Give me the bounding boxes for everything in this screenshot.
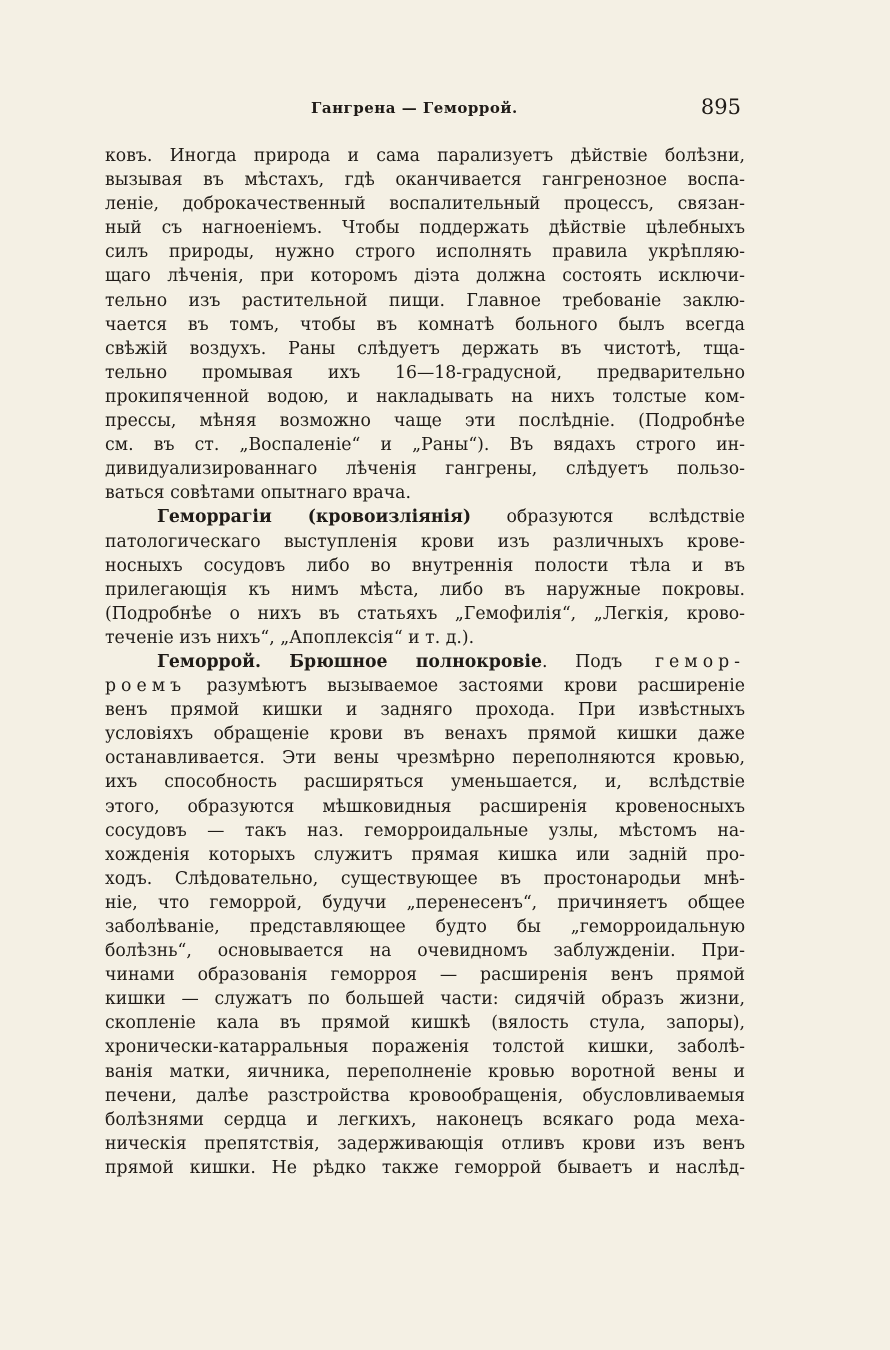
text-span: образуются вслѣдствіе [471,507,746,528]
text-line: щаго лѣченія, при которомъ діэта должна состоять исключи- [105,266,745,287]
text-line [105,674,745,698]
text-line: этого, образуются мѣшковидныя расширенія кровеносныхъ [105,796,745,817]
text-line: условіяхъ обращеніе крови въ венахъ прямой кишки даже [105,724,745,745]
text-line: (Подробнѣе о нихъ въ статьяхъ „Гемофилія“, „Легкія, крово- [105,603,745,624]
paragraph-hemorrhoids [105,650,745,1180]
text-line: прокипяченной водою, и накладывать на нихъ толстые ком- [105,386,745,407]
text-line: прессы, мѣняя возможно чаще эти послѣдніе. (Подробнѣе [105,411,745,432]
text-line: болѣзнями сердца и легкихъ, наконецъ всякаго рода меха- [105,1109,745,1130]
text-line: ихъ способность расширяться уменьшается, и, вслѣдствіе [105,772,745,793]
paragraph-gangrene-continued [105,144,745,505]
text-line: сосудовъ — такъ наз. геморроидальные узлы, мѣстомъ на- [105,820,745,841]
text-span: . Подъ [541,651,623,672]
text-line: хронически-катарральныя пораженія толстой кишки, заболѣ- [105,1037,745,1058]
text-line: скопленіе кала въ прямой кишкѣ (вялость стула, запоры), [105,1013,745,1034]
text-line: тельно изъ растительной пищи. Главное требованіе заклю- [105,290,745,311]
text-line: силъ природы, нужно строго исполнять правила укрѣпляю- [105,242,745,263]
text-line: ный съ нагноеніемъ. Чтобы поддержать дѣйствіе цѣлебныхъ [105,218,745,239]
text-line: носныхъ сосудовъ либо во внутреннія полости тѣла и въ [105,555,745,576]
running-head: Гангрена — Геморрой. [311,99,518,117]
text-line: леніе, доброкачественный воспалительный процессъ, связан- [105,194,745,215]
text-line: ническія препятствія, задерживающія отливъ крови изъ венъ [105,1133,745,1154]
entry-term-hemorrhages: Геморрагіи (кровоизліянія) [157,507,472,528]
text-line: кишки — служатъ по большей части: сидячій образъ жизни, [105,989,745,1010]
paragraph-hemorrhages [105,505,745,650]
text-line: болѣзнь“, основывается на очевидномъ заблужденіи. При- [105,941,745,962]
text-line [105,650,745,674]
text-line: ковъ. Иногда природа и сама парализуетъ дѣйствіе болѣзни, [105,146,745,166]
text-line: патологическаго выступленія крови изъ различныхъ крове- [105,531,745,552]
body-text [105,144,745,1180]
text-line: см. въ ст. „Воспаленіе“ и „Раны“). Въ вядахъ строго ин- [105,435,745,456]
page-number: 895 [700,95,741,119]
text-line: тельно промывая ихъ 16—18-градусной, предварительно [105,362,745,383]
text-line: ніе, что геморрой, будучи „перенесенъ“, причиняетъ общее [105,892,745,913]
text-span: разумѣютъ вызываемое застоями крови расширеніе [186,676,745,697]
spaced-text: гемор- [622,651,745,672]
text-line: ваться совѣтами опытнаго врача. [105,483,411,504]
text-line: печени, далѣе разстройства кровообращенія, обусловливаемыя [105,1085,745,1106]
text-line: ванія матки, яичника, переполненіе кровью воротной вены и [105,1061,745,1082]
text-line: ходъ. Слѣдовательно, существующее въ простонародьи мнѣ- [105,868,745,889]
text-line: чинами образованія геморроя — расширенія венъ прямой [105,965,745,986]
text-line [105,505,745,529]
text-line: вызывая въ мѣстахъ, гдѣ оканчивается гангренозное воспа- [105,170,745,191]
text-line: останавливается. Эти вены чрезмѣрно переполняются кровью, [105,748,745,769]
text-line: прилегающія къ нимъ мѣста, либо въ наружные покровы. [105,579,745,600]
spaced-text: роемъ [105,676,187,697]
text-line: чается въ томъ, чтобы въ комнатѣ больного былъ всегда [105,314,745,335]
entry-term-hemorrhoids: Геморрой. Брюшное полнокровіе [157,651,542,672]
text-line: венъ прямой кишки и задняго прохода. При извѣстныхъ [105,700,745,721]
text-line: заболѣваніе, представляющее будто бы „геморроидальную [105,917,745,937]
text-line: свѣжій воздухъ. Раны слѣдуетъ держать въ чистотѣ, тща- [105,338,745,359]
text-line: дивидуализированнаго лѣченія гангрены, слѣдуетъ пользо- [105,459,745,480]
text-line: прямой кишки. Не рѣдко также геморрой бываетъ и наслѣд- [105,1157,745,1178]
page-header [105,95,745,127]
text-line: хожденія которыхъ служитъ прямая кишка или задній про- [105,844,745,865]
text-line: теченіе изъ нихъ“, „Апоплексія“ и т. д.). [105,627,475,648]
